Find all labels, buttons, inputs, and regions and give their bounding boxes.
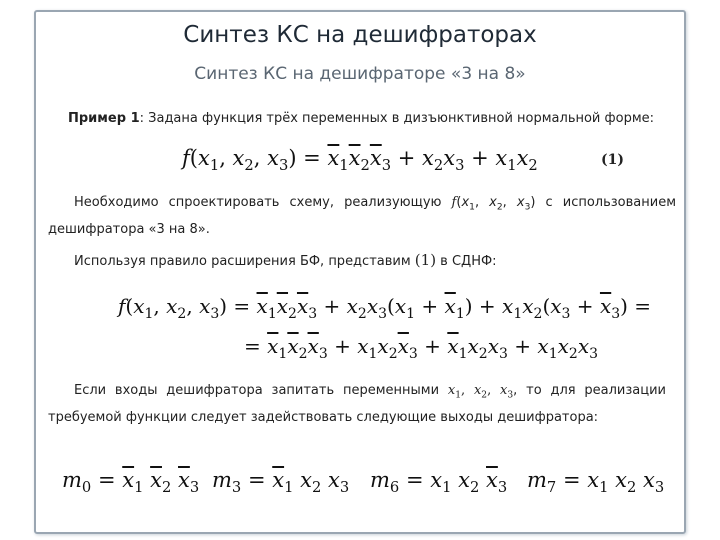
expansion-sentence	[74, 250, 674, 272]
equation-number: (1)	[601, 152, 624, 168]
output-m0: $m_0 = \overline{x}_1$ $\overline{x}_2$ $\overline{x}_3$	[62, 468, 200, 497]
expansion-line-1: $f(x_1$, $x_2$, $x_3) = \overline{x}_1\overline{x}_2\overline{x}_3 + x_2x_3(x_1 + \overline{x}_1) + x_1x_2(x_3 + \overline{x}_3)$ =	[118, 294, 652, 322]
example-paragraph	[48, 108, 680, 129]
function-inline: f	[451, 195, 457, 210]
expansion-ref: (1)	[414, 251, 437, 269]
expansion-line-2: = $\overline{x}_1\overline{x}_2\overline{x}_3 + x_1x_2\overline{x}_3 + \overline{x}_1x_2x_3 + x_1x_2x_3$	[244, 334, 599, 362]
inputs-text-end: , то для реализации требуемой функции следует задействовать следующие выходы дешифратора:	[48, 383, 666, 425]
example-label: Пример 1	[68, 111, 140, 126]
inputs-paragraph	[48, 380, 666, 428]
slide-subtitle: Синтез КС на дешифраторе «3 на 8»	[194, 64, 526, 84]
output-m6: $m_6 = x_1$ $x_2$ $\overline{x}_3$	[370, 468, 508, 497]
equation-1: $f(x_1$, $x_2$, $x_3) = \overline{x}_1\overline{x}_2\overline{x}_3 + x_2x_3 + x_1x_2$	[182, 146, 538, 175]
inputs-text-start: Если входы дешифратора запитать переменными	[74, 383, 448, 398]
slide-title: Синтез КС на дешифраторах	[183, 22, 537, 48]
design-text-start: Необходимо спроектировать схему, реализующую	[74, 195, 452, 210]
expansion-text-end: в СДНФ:	[436, 254, 497, 269]
output-m7: $m_7 = x_1$ $x_2$ $x_3$	[527, 468, 665, 497]
design-text-end: с использованием дешифратора «3 на 8».	[48, 195, 677, 237]
inputs-variables: $x_1$, $x_2$, $x_3$	[447, 383, 514, 401]
output-m3: $m_3 = \overline{x}_1$ $x_2$ $x_3$	[212, 468, 350, 497]
design-paragraph: Необходимо спроектировать схему, реализующую $f(x_1$, $x_2$, $x_3$) с использованием дешифратора «3 на 8».	[48, 195, 677, 237]
expansion-text-start: Используя правило расширения БФ, представим	[74, 254, 415, 269]
slide-frame	[34, 10, 686, 534]
example-text: : Задана функция трёх переменных в дизъюнктивной нормальной форме:	[139, 111, 655, 126]
